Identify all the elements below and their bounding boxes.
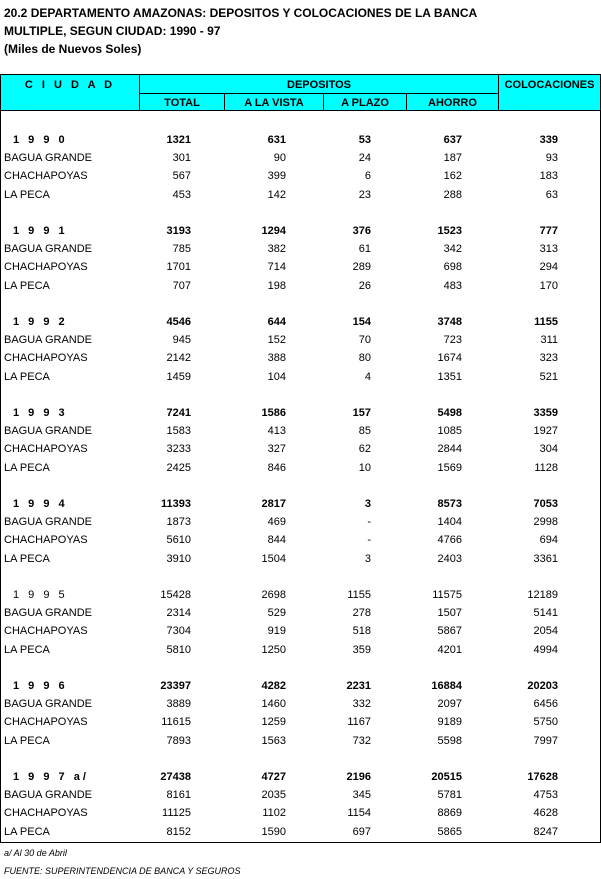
colocaciones-cell: 7053 (533, 498, 558, 510)
colocaciones-cell: 3361 (533, 552, 558, 565)
ahorro-cell: 5781 (437, 789, 462, 802)
ahorro-cell: 20515 (431, 771, 462, 783)
colocaciones-cell: 2054 (533, 625, 558, 638)
colocaciones-cell: 1155 (534, 316, 558, 328)
a-la-vista-cell: 2035 (261, 789, 286, 802)
city-label: CHACHAPOYAS (4, 443, 88, 456)
table-row (0, 332, 601, 350)
title-line-3: (Miles de Nuevos Soles) (4, 42, 142, 56)
ahorro-cell: 187 (443, 152, 462, 165)
total-cell: 23397 (160, 680, 191, 692)
a-plazo-cell: 61 (358, 243, 371, 256)
colocaciones-cell: 777 (539, 225, 558, 237)
a-la-vista-cell: 1586 (261, 407, 286, 419)
colocaciones-cell: 8247 (533, 825, 558, 838)
table-row (0, 278, 601, 296)
city-label: CHACHAPOYAS (4, 534, 88, 547)
total-cell: 7304 (166, 625, 191, 638)
colocaciones-cell: 4753 (533, 789, 558, 802)
a-plazo-cell: 289 (352, 261, 371, 274)
a-plazo-cell: 62 (358, 443, 371, 456)
table-row (0, 150, 601, 168)
table-border-bottom (0, 842, 601, 843)
ahorro-cell: 5498 (437, 407, 462, 419)
total-cell: 8152 (166, 825, 191, 838)
a-plazo-cell: - (367, 516, 371, 529)
ahorro-cell: 5867 (437, 625, 462, 638)
ahorro-cell: 1351 (437, 370, 462, 383)
a-la-vista-cell: 644 (267, 316, 286, 328)
city-label: LA PECA (4, 279, 50, 292)
a-la-vista-cell: 4282 (261, 680, 286, 692)
ahorro-cell: 5598 (437, 734, 462, 747)
city-label: BAGUA GRANDE (4, 243, 93, 256)
a-plazo-cell: 278 (352, 607, 371, 620)
a-la-vista-cell: 382 (267, 243, 286, 256)
header-depositos: DEPOSITOS (139, 74, 499, 94)
ahorro-cell: 2097 (437, 698, 462, 711)
a-la-vista-cell: 4727 (261, 771, 286, 783)
table-row (0, 696, 601, 714)
a-la-vista-cell: 90 (273, 152, 286, 165)
table-row (0, 241, 601, 259)
a-plazo-cell: 53 (358, 134, 371, 146)
a-la-vista-cell: 142 (267, 188, 286, 201)
table-row (0, 460, 601, 478)
a-la-vista-cell: 714 (267, 261, 286, 274)
a-la-vista-cell: 1294 (261, 225, 286, 237)
ahorro-cell: 9189 (437, 716, 462, 729)
city-label: BAGUA GRANDE (4, 698, 93, 711)
year-row (0, 769, 601, 787)
a-la-vista-cell: 388 (267, 352, 286, 365)
ahorro-cell: 723 (443, 334, 462, 347)
a-plazo-cell: 518 (352, 625, 371, 638)
city-label: LA PECA (4, 643, 50, 656)
city-label: CHACHAPOYAS (4, 261, 88, 274)
total-cell: 7893 (166, 734, 191, 747)
colocaciones-cell: 5141 (533, 607, 558, 620)
total-cell: 2142 (166, 352, 191, 365)
table-row (0, 532, 601, 550)
table-border-left (0, 111, 1, 843)
total-cell: 1321 (166, 134, 191, 146)
a-la-vista-cell: 846 (267, 461, 286, 474)
city-label: LA PECA (4, 825, 50, 838)
footnote: a/ Al 30 de Abril (4, 848, 67, 858)
total-cell: 2314 (166, 607, 191, 620)
city-label: CHACHAPOYAS (4, 807, 88, 820)
a-plazo-cell: 1155 (347, 589, 371, 601)
a-plazo-cell: 3 (364, 498, 371, 510)
colocaciones-cell: 304 (539, 443, 558, 456)
colocaciones-cell: 12189 (527, 589, 558, 601)
a-plazo-cell: 1167 (347, 716, 371, 729)
year-row (0, 314, 601, 332)
a-la-vista-cell: 1102 (262, 807, 286, 820)
a-la-vista-cell: 198 (267, 279, 286, 292)
ahorro-cell: 342 (443, 243, 462, 256)
a-plazo-cell: 157 (352, 407, 371, 419)
total-cell: 7241 (166, 407, 191, 419)
title-line-1: 20.2 DEPARTAMENTO AMAZONAS: DEPOSITOS Y COLOCACIONES DE LA BANCA (4, 6, 478, 20)
total-cell: 945 (172, 334, 191, 347)
table-row (0, 733, 601, 751)
total-cell: 1701 (166, 261, 191, 274)
colocaciones-cell: 183 (539, 170, 558, 183)
total-cell: 301 (172, 152, 191, 165)
a-plazo-cell: 332 (352, 698, 371, 711)
city-label: BAGUA GRANDE (4, 789, 93, 802)
a-la-vista-cell: 1563 (261, 734, 286, 747)
ahorro-cell: 1523 (437, 225, 462, 237)
a-la-vista-cell: 2698 (261, 589, 286, 601)
city-label: BAGUA GRANDE (4, 607, 93, 620)
year-label: 1 9 9 6 (13, 680, 68, 692)
table-row (0, 350, 601, 368)
table-row (0, 423, 601, 441)
ahorro-cell: 1569 (437, 461, 462, 474)
total-cell: 3889 (166, 698, 191, 711)
a-la-vista-cell: 1590 (261, 825, 286, 838)
title-line-2: MULTIPLE, SEGUN CIUDAD: 1990 - 97 (4, 24, 221, 38)
colocaciones-cell: 313 (539, 243, 558, 256)
ahorro-cell: 1507 (437, 607, 462, 620)
ahorro-cell: 11575 (432, 589, 462, 601)
a-la-vista-cell: 919 (267, 625, 286, 638)
a-la-vista-cell: 631 (267, 134, 286, 146)
year-row (0, 405, 601, 423)
colocaciones-cell: 339 (539, 134, 558, 146)
a-la-vista-cell: 844 (267, 534, 286, 547)
colocaciones-cell: 2998 (533, 516, 558, 529)
a-la-vista-cell: 413 (267, 425, 286, 438)
a-plazo-cell: 376 (352, 225, 371, 237)
a-la-vista-cell: 1460 (261, 698, 286, 711)
city-label: LA PECA (4, 552, 50, 565)
table-row (0, 805, 601, 823)
total-cell: 11393 (161, 498, 191, 510)
total-cell: 567 (172, 170, 191, 183)
total-cell: 1459 (166, 370, 191, 383)
a-plazo-cell: 24 (358, 152, 371, 165)
a-la-vista-cell: 469 (267, 516, 286, 529)
colocaciones-cell: 5750 (533, 716, 558, 729)
city-label: BAGUA GRANDE (4, 152, 93, 165)
colocaciones-cell: 63 (545, 188, 558, 201)
a-la-vista-cell: 152 (267, 334, 286, 347)
city-label: LA PECA (4, 461, 50, 474)
total-cell: 3193 (166, 225, 191, 237)
ahorro-cell: 4766 (437, 534, 462, 547)
total-cell: 15428 (160, 589, 191, 601)
ahorro-cell: 162 (443, 170, 462, 183)
a-plazo-cell: 85 (358, 425, 371, 438)
ahorro-cell: 3748 (437, 316, 462, 328)
year-label: 1 9 9 2 (13, 316, 68, 328)
city-label: CHACHAPOYAS (4, 170, 88, 183)
city-label: CHACHAPOYAS (4, 352, 88, 365)
a-plazo-cell: 23 (358, 188, 371, 201)
year-label: 1 9 9 3 (13, 407, 68, 419)
city-label: LA PECA (4, 370, 50, 383)
ahorro-cell: 1404 (437, 516, 462, 529)
a-plazo-cell: 6 (364, 170, 371, 183)
ahorro-cell: 8573 (437, 498, 462, 510)
ahorro-cell: 16884 (431, 680, 462, 692)
city-label: BAGUA GRANDE (4, 334, 93, 347)
table-row (0, 642, 601, 660)
table-row (0, 168, 601, 186)
table-row (0, 441, 601, 459)
year-row (0, 496, 601, 514)
ahorro-cell: 1085 (437, 425, 462, 438)
colocaciones-cell: 17628 (527, 771, 558, 783)
year-label: 1 9 9 7 a/ (13, 771, 89, 783)
table-row (0, 187, 601, 205)
ahorro-cell: 1674 (437, 352, 462, 365)
table-row (0, 369, 601, 387)
total-cell: 1873 (166, 516, 191, 529)
colocaciones-cell: 6456 (533, 698, 558, 711)
header-a-la-vista: A LA VISTA (224, 93, 324, 111)
header-ahorro: AHORRO (406, 93, 499, 111)
ahorro-cell: 637 (443, 134, 462, 146)
colocaciones-cell: 3359 (533, 407, 558, 419)
year-row (0, 132, 601, 150)
a-plazo-cell: 359 (352, 643, 371, 656)
total-cell: 27438 (160, 771, 191, 783)
a-plazo-cell: 26 (358, 279, 371, 292)
a-plazo-cell: 154 (352, 316, 371, 328)
year-label: 1 9 9 4 (13, 498, 68, 510)
colocaciones-cell: 20203 (527, 680, 558, 692)
table-row (0, 259, 601, 277)
ahorro-cell: 8869 (437, 807, 462, 820)
colocaciones-cell: 4994 (533, 643, 558, 656)
colocaciones-cell: 521 (539, 370, 558, 383)
table-row (0, 714, 601, 732)
colocaciones-cell: 323 (539, 352, 558, 365)
total-cell: 4546 (166, 316, 191, 328)
a-plazo-cell: 80 (358, 352, 371, 365)
colocaciones-cell: 4628 (533, 807, 558, 820)
a-plazo-cell: 1154 (347, 807, 371, 820)
table-row (0, 514, 601, 532)
table-header (0, 74, 601, 111)
a-la-vista-cell: 529 (267, 607, 286, 620)
year-row (0, 678, 601, 696)
table-row (0, 824, 601, 842)
total-cell: 2425 (166, 461, 191, 474)
total-cell: 707 (172, 279, 191, 292)
colocaciones-cell: 93 (545, 152, 558, 165)
year-label: 1 9 9 0 (13, 134, 68, 146)
total-cell: 1583 (166, 425, 191, 438)
ahorro-cell: 2403 (437, 552, 462, 565)
a-la-vista-cell: 399 (267, 170, 286, 183)
total-cell: 3910 (166, 552, 191, 565)
colocaciones-cell: 1927 (533, 425, 558, 438)
city-label: CHACHAPOYAS (4, 625, 88, 638)
city-label: BAGUA GRANDE (4, 425, 93, 438)
table-row (0, 787, 601, 805)
a-plazo-cell: 697 (352, 825, 371, 838)
total-cell: 11125 (162, 807, 191, 820)
colocaciones-cell: 170 (539, 279, 558, 292)
a-plazo-cell: 10 (358, 461, 371, 474)
a-plazo-cell: - (367, 534, 371, 547)
city-label: CHACHAPOYAS (4, 716, 88, 729)
total-cell: 785 (172, 243, 191, 256)
ahorro-cell: 288 (443, 188, 462, 201)
total-cell: 5810 (166, 643, 191, 656)
header-colocaciones: COLOCACIONES (498, 74, 601, 111)
colocaciones-cell: 694 (539, 534, 558, 547)
year-row (0, 587, 601, 605)
a-plazo-cell: 345 (352, 789, 371, 802)
a-la-vista-cell: 2817 (261, 498, 286, 510)
a-la-vista-cell: 1250 (261, 643, 286, 656)
colocaciones-cell: 311 (540, 334, 558, 347)
header-a-plazo: A PLAZO (323, 93, 407, 111)
total-cell: 453 (172, 188, 191, 201)
total-cell: 8161 (166, 789, 191, 802)
header-total: TOTAL (139, 93, 225, 111)
colocaciones-cell: 7997 (533, 734, 558, 747)
header-ciudad: C I U D A D (0, 74, 140, 111)
a-plazo-cell: 3 (364, 552, 371, 565)
table-row (0, 623, 601, 641)
year-row (0, 223, 601, 241)
a-plazo-cell: 2196 (346, 771, 371, 783)
a-la-vista-cell: 327 (267, 443, 286, 456)
ahorro-cell: 483 (443, 279, 462, 292)
total-cell: 5610 (166, 534, 191, 547)
year-label: 1 9 9 1 (13, 225, 68, 237)
colocaciones-cell: 294 (539, 261, 558, 274)
ahorro-cell: 698 (443, 261, 462, 274)
colocaciones-cell: 1128 (534, 461, 558, 474)
a-la-vista-cell: 104 (267, 370, 286, 383)
total-cell: 3233 (166, 443, 191, 456)
a-plazo-cell: 70 (358, 334, 371, 347)
table-row (0, 551, 601, 569)
ahorro-cell: 5865 (437, 825, 462, 838)
source-note: FUENTE: SUPERINTENDENCIA DE BANCA Y SEGUROS (4, 866, 241, 876)
year-label: 1 9 9 5 (13, 589, 68, 601)
city-label: BAGUA GRANDE (4, 516, 93, 529)
ahorro-cell: 2844 (437, 443, 462, 456)
a-plazo-cell: 732 (352, 734, 371, 747)
total-cell: 11615 (161, 716, 191, 729)
a-la-vista-cell: 1504 (261, 552, 286, 565)
a-plazo-cell: 2231 (346, 680, 371, 692)
city-label: LA PECA (4, 188, 50, 201)
a-plazo-cell: 4 (364, 370, 371, 383)
table-row (0, 605, 601, 623)
city-label: LA PECA (4, 734, 50, 747)
a-la-vista-cell: 1259 (261, 716, 286, 729)
ahorro-cell: 4201 (437, 643, 462, 656)
